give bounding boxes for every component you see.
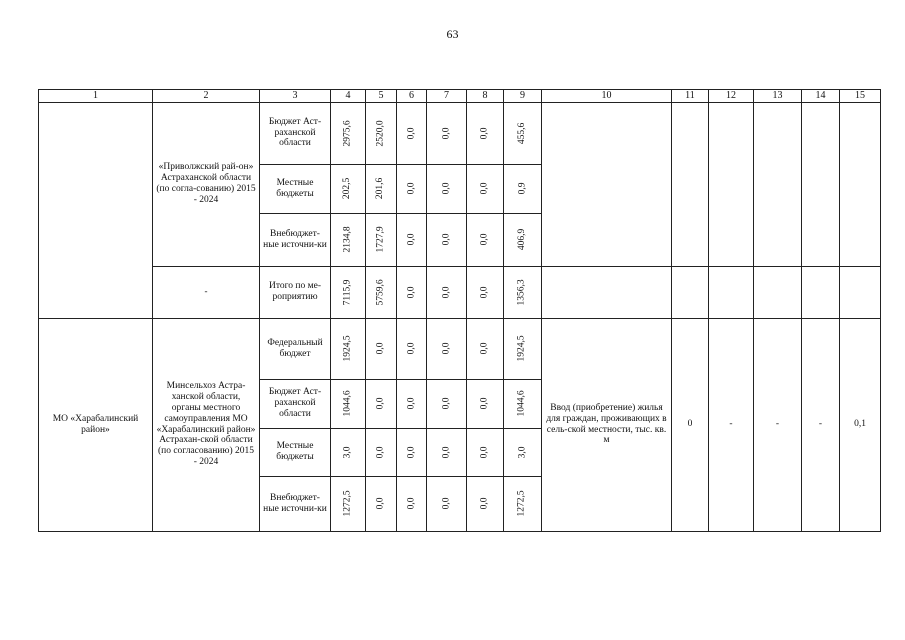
- executor-cell: Минсельхоз Астра-ханской области, органы местного самоуправления МО «Харабалинский район» Астрахан-ской области (по согласованию) 2015 - 2024: [153, 318, 260, 531]
- value-cell: 3,0: [504, 428, 542, 476]
- value-cell: 202,5: [331, 164, 366, 213]
- value-cell: 0,0: [397, 318, 427, 379]
- indicator-cell: [542, 266, 672, 318]
- funding-source: Внебюджет-ные источни-ки: [260, 213, 331, 266]
- column-number: 5: [366, 90, 397, 103]
- value-cell: 0,0: [427, 428, 467, 476]
- target-cell: [802, 266, 840, 318]
- target-cell: -: [709, 318, 754, 531]
- value-cell: 1356,3: [504, 266, 542, 318]
- target-cell: [709, 266, 754, 318]
- value-cell: 0,0: [467, 428, 504, 476]
- column-numbers-row: [39, 90, 881, 103]
- table-row: [39, 266, 881, 318]
- target-cell: [672, 102, 709, 266]
- value-cell: 0,0: [397, 476, 427, 531]
- column-number: 9: [504, 90, 542, 103]
- funding-source: Федеральный бюджет: [260, 318, 331, 379]
- value-cell: 2520,0: [366, 102, 397, 164]
- value-cell: 0,0: [397, 213, 427, 266]
- funding-source: Итого по ме-роприятию: [260, 266, 331, 318]
- column-number: 12: [709, 90, 754, 103]
- funding-source: Внебюджет-ные источни-ки: [260, 476, 331, 531]
- municipality-cell: МО «Харабалинский район»: [39, 318, 153, 531]
- value-cell: 0,0: [467, 379, 504, 428]
- target-cell: [672, 266, 709, 318]
- value-cell: 0,0: [427, 266, 467, 318]
- column-number: 15: [840, 90, 881, 103]
- value-cell: 1924,5: [504, 318, 542, 379]
- target-cell: 0,1: [840, 318, 881, 531]
- column-number: 8: [467, 90, 504, 103]
- target-cell: [709, 102, 754, 266]
- value-cell: 1044,6: [331, 379, 366, 428]
- value-cell: 7115,9: [331, 266, 366, 318]
- table-row: [39, 102, 881, 164]
- funding-source: Бюджет Аст-раханской области: [260, 102, 331, 164]
- value-cell: 0,0: [427, 164, 467, 213]
- value-cell: 0,0: [427, 102, 467, 164]
- value-cell: 1727,9: [366, 213, 397, 266]
- value-cell: 0,0: [397, 428, 427, 476]
- target-cell: [840, 266, 881, 318]
- column-number: 6: [397, 90, 427, 103]
- column-number: 13: [754, 90, 802, 103]
- executor-cell: -: [153, 266, 260, 318]
- value-cell: 0,0: [427, 379, 467, 428]
- column-number: 14: [802, 90, 840, 103]
- value-cell: 0,0: [397, 102, 427, 164]
- value-cell: 0,0: [366, 379, 397, 428]
- value-cell: 0,0: [467, 164, 504, 213]
- value-cell: 1272,5: [504, 476, 542, 531]
- value-cell: 0,0: [397, 164, 427, 213]
- budget-table: [38, 89, 881, 532]
- value-cell: 0,0: [427, 476, 467, 531]
- indicator-cell: [542, 102, 672, 266]
- value-cell: 0,0: [397, 266, 427, 318]
- column-number: 1: [39, 90, 153, 103]
- page-number: 63: [446, 27, 459, 41]
- value-cell: 406,9: [504, 213, 542, 266]
- value-cell: 3,0: [331, 428, 366, 476]
- funding-source: Местные бюджеты: [260, 164, 331, 213]
- funding-source: Местные бюджеты: [260, 428, 331, 476]
- value-cell: 0,0: [467, 213, 504, 266]
- value-cell: 201,6: [366, 164, 397, 213]
- column-number: 2: [153, 90, 260, 103]
- column-number: 10: [542, 90, 672, 103]
- value-cell: 1924,5: [331, 318, 366, 379]
- value-cell: 2134,8: [331, 213, 366, 266]
- value-cell: 2975,6: [331, 102, 366, 164]
- column-number: 3: [260, 90, 331, 103]
- municipality-cell: [39, 102, 153, 318]
- value-cell: 0,0: [427, 318, 467, 379]
- value-cell: 0,0: [467, 476, 504, 531]
- value-cell: 0,0: [366, 428, 397, 476]
- target-cell: [754, 102, 802, 266]
- value-cell: 0,0: [467, 266, 504, 318]
- value-cell: 0,0: [467, 318, 504, 379]
- funding-source: Бюджет Аст-раханской области: [260, 379, 331, 428]
- column-number: 4: [331, 90, 366, 103]
- value-cell: 0,0: [397, 379, 427, 428]
- target-cell: [802, 102, 840, 266]
- value-cell: 0,0: [427, 213, 467, 266]
- value-cell: 1272,5: [331, 476, 366, 531]
- executor-cell: «Приволжский рай-он» Астраханской области (по согла-сованию) 2015 - 2024: [153, 102, 260, 266]
- column-number: 11: [672, 90, 709, 103]
- target-cell: [754, 266, 802, 318]
- column-number: 7: [427, 90, 467, 103]
- target-cell: 0: [672, 318, 709, 531]
- target-cell: -: [754, 318, 802, 531]
- value-cell: 0,9: [504, 164, 542, 213]
- target-cell: [840, 102, 881, 266]
- value-cell: 5759,6: [366, 266, 397, 318]
- value-cell: 455,6: [504, 102, 542, 164]
- indicator-cell: Ввод (приобретение) жилья для граждан, проживающих в сель-ской местности, тыс. кв. м: [542, 318, 672, 531]
- value-cell: 0,0: [366, 476, 397, 531]
- value-cell: 1044,6: [504, 379, 542, 428]
- value-cell: 0,0: [467, 102, 504, 164]
- table-row: [39, 318, 881, 379]
- value-cell: 0,0: [366, 318, 397, 379]
- target-cell: -: [802, 318, 840, 531]
